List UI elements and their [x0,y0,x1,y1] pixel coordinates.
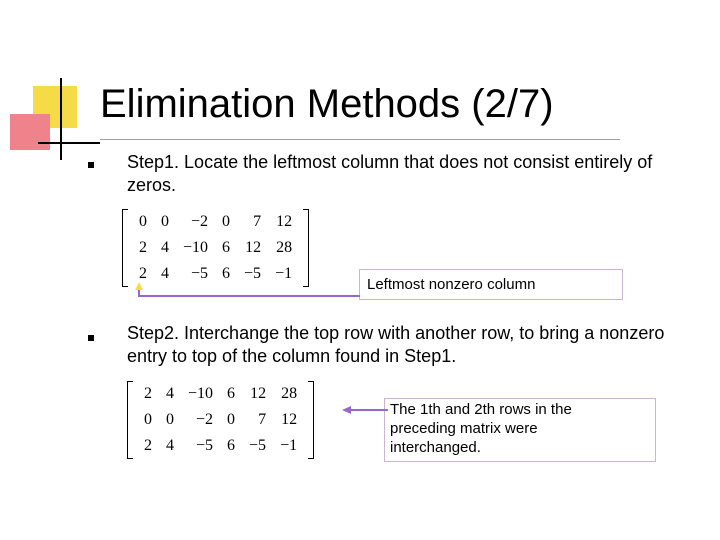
matrix-cell: 7 [253,213,262,230]
bullet-marker [88,162,94,168]
matrix-cell: 0 [227,411,236,428]
title-underline [100,139,620,140]
matrix-cell: −2 [196,411,214,428]
matrix-cell: −5 [191,265,209,282]
callout-text: Leftmost nonzero column [367,276,536,293]
matrix-cell: 12 [250,385,267,402]
matrix-cell: −1 [275,265,293,282]
matrix-row [137,407,304,433]
matrix-table [137,381,304,459]
matrix-row [132,235,299,261]
callout-text: The 1th and 2th rows in the preceding matrix were interchanged. [390,401,572,456]
matrix-right-bracket [303,209,309,287]
matrix-cell: −2 [191,213,209,230]
callout-leftmost-column [359,269,623,300]
matrix-cell: −5 [196,437,214,454]
accent-horizontal-line [38,142,100,144]
matrix-cell: 6 [227,437,236,454]
matrix-cell: 7 [258,411,267,428]
matrix-cell: −5 [244,265,262,282]
matrix-right-bracket [308,381,314,459]
matrix-cell: 12 [245,239,262,256]
step1-text: Step1. Locate the leftmost column that does not consist entirely of zeros. [127,152,653,195]
arrow-rows-interchanged [340,402,390,418]
step2-text: Step2. Interchange the top row with another row, to bring a nonzero entry to top of the column found in Step1. [127,323,665,366]
matrix-cell: 12 [281,411,298,428]
matrix-cell: 0 [222,213,231,230]
matrix-cell: 0 [161,213,169,230]
matrix-cell: −10 [183,239,209,256]
matrix-original [122,209,309,287]
matrix-cell: 12 [276,213,293,230]
bullet-marker [88,335,94,341]
matrix-row [137,433,304,459]
matrix-cell: −10 [188,385,214,402]
matrix-cell: 2 [144,437,152,454]
callout-rows-interchanged [384,398,656,462]
accent-red-square [10,114,50,150]
matrix-cell: 2 [139,265,147,282]
matrix-left-bracket [127,381,133,459]
matrix-cell: −1 [280,437,298,454]
matrix-left-bracket [122,209,128,287]
matrix-cell: 28 [281,385,298,402]
slide-title: Elimination Methods (2/7) [100,82,554,126]
matrix-cell: 4 [166,437,174,454]
matrix-cell: 0 [144,411,152,428]
matrix-table [132,209,299,287]
matrix-cell: 6 [222,239,231,256]
accent-vertical-line [60,78,62,160]
matrix-row [132,209,299,235]
matrix-cell: 6 [222,265,231,282]
matrix-row [137,381,304,407]
matrix-cell: 4 [161,265,169,282]
matrix-cell: 0 [139,213,147,230]
matrix-cell: 2 [144,385,152,402]
matrix-interchanged [127,381,314,459]
matrix-cell: 0 [166,411,174,428]
matrix-cell: 4 [161,239,169,256]
matrix-cell: 28 [276,239,293,256]
arrow-leftmost-column [126,278,366,308]
matrix-cell: 6 [227,385,236,402]
matrix-cell: 2 [139,239,147,256]
matrix-cell: −5 [249,437,267,454]
matrix-cell: 4 [166,385,174,402]
